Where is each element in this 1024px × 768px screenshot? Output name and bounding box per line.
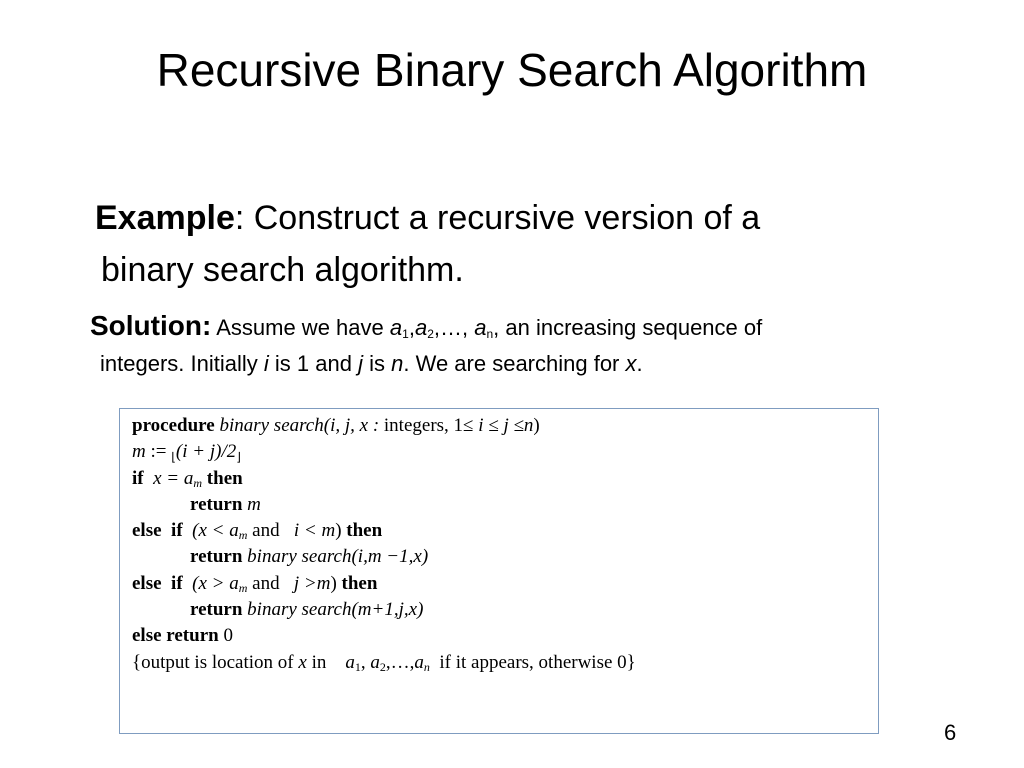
solution-line2-c: is: [369, 351, 385, 376]
page-number: 6: [944, 720, 957, 745]
lt-cond-b: i < m: [293, 520, 336, 542]
comment-in: in: [311, 651, 327, 673]
lt-cond-a: (x < a: [192, 520, 239, 542]
var-i: i: [263, 351, 269, 376]
solution-block: Solution: Assume we have $a_1,a_2,\dots$, $a_n$, an increasing sequence of integers. Initially i is 1 and j is n. We are searching for x.: [90, 308, 970, 382]
example-block: [95, 192, 935, 296]
kw-else-return: else return: [132, 625, 219, 647]
code-line-else-return: [132, 623, 878, 649]
gt-cond-b: j >m: [293, 572, 331, 594]
floor-left: ⌊: [171, 450, 176, 465]
seq-sub-n: n: [486, 327, 494, 341]
floor-expr: (i + j)/2: [175, 441, 237, 463]
code-line-return-m: [132, 492, 878, 518]
code-line-assign: [132, 439, 878, 465]
ret-zero: 0: [223, 625, 233, 647]
kw-if: if: [132, 467, 144, 489]
solution-line2-d: . We are searching for: [403, 351, 620, 376]
solution-period: .: [636, 351, 643, 376]
kw-if-2: if: [171, 520, 183, 542]
solution-line2: [90, 346, 970, 382]
and-1: and: [252, 520, 280, 542]
code-line-comment: [132, 650, 878, 676]
example-text-line1: : Construct a recursive version of a: [234, 199, 761, 237]
and-2: and: [252, 572, 280, 594]
cond-eq: x = a: [153, 467, 194, 489]
comment-sub-2: 2: [379, 659, 386, 674]
example-label: Example: [95, 199, 235, 237]
solution-label: Solution: [90, 310, 202, 341]
seq-a2: a: [414, 315, 428, 340]
var-x: x: [625, 351, 637, 376]
code-line-procedure: [132, 413, 878, 439]
fn-params-tail: i ≤ j ≤n: [478, 415, 534, 436]
pseudocode-box: [119, 408, 879, 734]
ret-m: m: [247, 493, 261, 515]
floor-right: ⌋: [236, 450, 241, 465]
sub-m-3: m: [238, 580, 248, 595]
solution-colon: :: [201, 310, 212, 341]
var-n: n: [391, 351, 404, 376]
seq-a1: a: [389, 315, 403, 340]
comment-sub-1: 1: [354, 659, 361, 674]
solution-text-2: , an increasing sequence of: [493, 315, 763, 340]
slide-title: Recursive Binary Search Algorithm: [156, 44, 868, 96]
fn-close-paren: ): [533, 415, 540, 436]
kw-then-3: then: [341, 572, 378, 594]
code-line-return-rec1: [132, 544, 878, 570]
seq-sub-2: 2: [427, 327, 434, 341]
kw-if-3: if: [171, 572, 183, 594]
code-line-elseif-lt: else if ($x < a_m$ and i < m) then: [132, 520, 383, 543]
rec1-args: (i,m −1,x): [351, 546, 429, 568]
seq-an: a: [474, 315, 487, 340]
kw-then-2: then: [346, 520, 383, 542]
sub-m-2: m: [238, 528, 248, 543]
comment-a2: a: [370, 651, 380, 673]
solution-text-1: Assume we have: [216, 315, 384, 340]
rec1-fn: binary search: [247, 546, 352, 568]
kw-return-1: return: [190, 493, 243, 515]
comment-sep1: ,: [360, 651, 371, 673]
assign-op: :=: [150, 441, 167, 463]
rec2-fn: binary search: [247, 599, 352, 621]
example-text-line2: binary search algorithm.: [101, 251, 464, 289]
gt-cond-a: (x > a: [192, 572, 239, 594]
sub-m-1: m: [193, 475, 203, 490]
comment-sub-n: n: [423, 659, 430, 674]
comment-tail: if it appears, otherwise 0}: [439, 651, 636, 673]
comment-an: a: [414, 651, 424, 673]
solution-line2-a: integers. Initially: [100, 351, 258, 376]
code-line-return-rec2: [132, 597, 878, 623]
fn-params: (i, j, x :: [323, 415, 380, 436]
comment-a1: a: [345, 651, 355, 673]
kw-else-2: else: [132, 572, 162, 594]
solution-line2-b: is 1 and: [274, 351, 352, 376]
kw-procedure: procedure: [132, 415, 215, 436]
kw-else-1: else: [132, 520, 162, 542]
kw-return-3: return: [190, 599, 243, 621]
comment-a: {output is location of: [132, 651, 294, 673]
kw-return-2: return: [190, 546, 243, 568]
var-m: m: [132, 441, 146, 463]
comment-x: x: [298, 651, 307, 673]
fn-params-type: integers, 1≤: [383, 415, 474, 436]
rec2-args: (m+1,j,x): [351, 599, 424, 621]
code-line-elseif-gt: else if ($x > a_m$ and j >m) then: [132, 572, 378, 595]
comment-sep2: ,…,: [385, 651, 415, 673]
kw-then-1: then: [206, 467, 243, 489]
seq-ellipsis: ,…,: [433, 315, 469, 340]
var-j: j: [358, 351, 363, 376]
code-line-if: [132, 466, 878, 492]
fn-name: binary search: [219, 415, 324, 436]
seq-sub-1: 1: [402, 327, 409, 341]
